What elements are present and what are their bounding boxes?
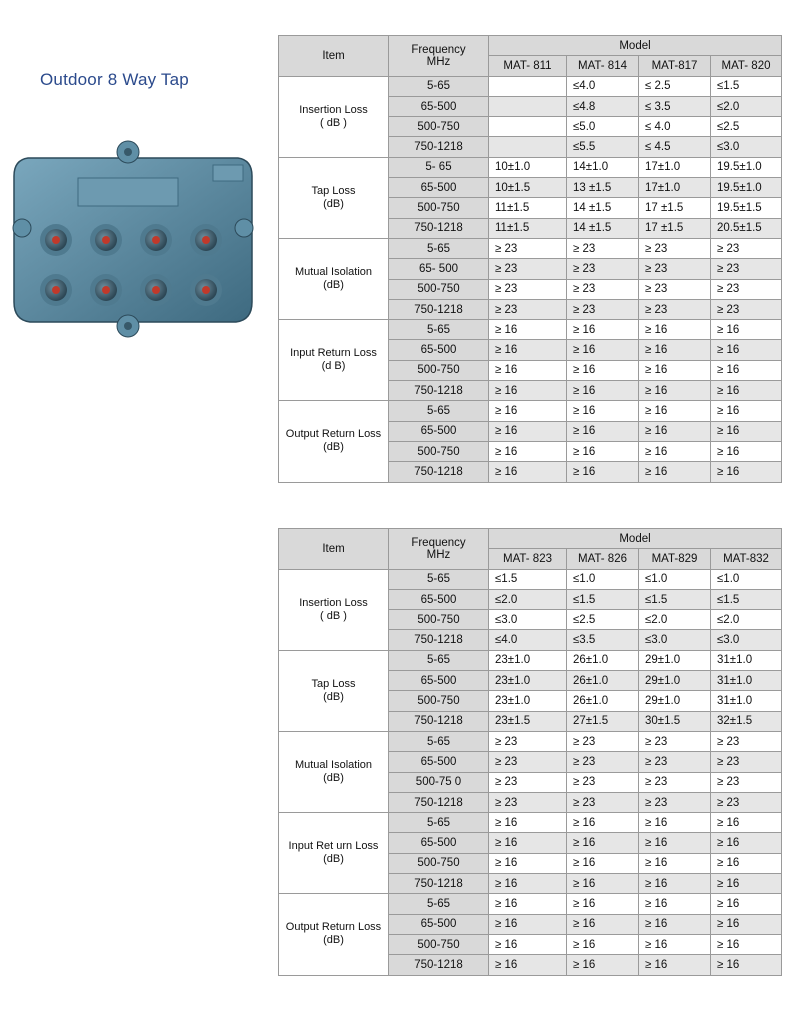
group-unit: (dB) [323,772,344,785]
value-cell: ≥ 16 [711,833,782,853]
value-cell: ≥ 16 [711,894,782,914]
header-item: Item [279,529,389,570]
table-row [279,320,782,340]
value-cell: 26±1.0 [567,691,639,711]
frequency-cell: 750-1218 [389,462,489,482]
frequency-cell: 500-750 [389,853,489,873]
spec-table-1 [278,35,782,483]
group-label [279,813,389,894]
frequency-cell: 65-500 [389,421,489,441]
value-cell: ≥ 16 [711,360,782,380]
value-cell: 13 ±1.5 [567,178,639,198]
group-name: Tap Loss [311,677,356,690]
value-cell: ≥ 16 [489,934,567,954]
group-unit: ( dB ) [320,609,347,622]
table-row [279,569,782,589]
value-cell: ≥ 16 [639,934,711,954]
value-cell: 26±1.0 [567,650,639,670]
frequency-cell: 5-65 [389,731,489,751]
value-cell: 29±1.0 [639,671,711,691]
value-cell: ≥ 23 [567,752,639,772]
value-cell: ≤ 4.0 [639,117,711,137]
value-cell: ≥ 16 [567,320,639,340]
frequency-cell: 750-1218 [389,137,489,157]
value-cell: ≥ 16 [711,853,782,873]
value-cell: ≥ 23 [711,299,782,319]
value-cell: ≥ 16 [567,360,639,380]
value-cell: ≤2.5 [711,117,782,137]
table-row [279,813,782,833]
value-cell: ≤1.0 [639,569,711,589]
value-cell: 23±1.0 [489,671,567,691]
value-cell: ≥ 16 [489,441,567,461]
frequency-cell: 500-750 [389,360,489,380]
value-cell: ≥ 23 [711,238,782,258]
value-cell: ≥ 16 [639,874,711,894]
value-cell: 26±1.0 [567,671,639,691]
frequency-cell: 65-500 [389,752,489,772]
frequency-cell: 500-750 [389,934,489,954]
group-unit: (d B) [321,360,346,373]
model-name: MAT-832 [711,549,782,569]
value-cell: ≤1.5 [567,589,639,609]
group-unit: (dB) [323,853,344,866]
header-frequency [389,529,489,570]
group-name: Output Return Loss [285,428,382,441]
value-cell: ≥ 16 [711,955,782,975]
value-cell: ≥ 16 [567,853,639,873]
group-label [279,569,389,650]
value-cell: ≤1.5 [489,569,567,589]
table-row [279,401,782,421]
frequency-cell: 750-1218 [389,955,489,975]
model-name: MAT- 826 [567,549,639,569]
value-cell: ≥ 16 [567,421,639,441]
frequency-cell: 5-65 [389,650,489,670]
frequency-cell: 65-500 [389,96,489,116]
value-cell: ≥ 23 [639,752,711,772]
frequency-cell: 5- 65 [389,157,489,177]
frequency-cell: 65-500 [389,914,489,934]
value-cell: ≥ 16 [489,813,567,833]
value-cell: ≥ 23 [567,772,639,792]
value-cell: 10±1.5 [489,178,567,198]
value-cell: ≥ 23 [489,772,567,792]
value-cell: ≥ 23 [711,259,782,279]
value-cell: ≤3.0 [711,137,782,157]
frequency-cell: 500-750 [389,279,489,299]
value-cell: 10±1.0 [489,157,567,177]
value-cell: ≥ 16 [567,340,639,360]
group-name: Insertion Loss [299,596,368,609]
value-cell: ≤3.5 [567,630,639,650]
value-cell: ≥ 16 [489,853,567,873]
frequency-cell: 750-1218 [389,299,489,319]
value-cell: 31±1.0 [711,650,782,670]
value-cell: ≥ 23 [567,259,639,279]
frequency-cell: 5-65 [389,894,489,914]
value-cell: ≥ 16 [711,462,782,482]
group-unit: (dB) [323,934,344,947]
value-cell: ≤1.0 [567,569,639,589]
value-cell: ≥ 16 [489,421,567,441]
table-row [279,238,782,258]
value-cell: 14±1.0 [567,157,639,177]
value-cell: 17±1.0 [639,157,711,177]
value-cell: ≥ 16 [567,813,639,833]
frequency-cell: 5-65 [389,569,489,589]
value-cell: ≤2.0 [711,610,782,630]
value-cell: ≥ 16 [489,401,567,421]
value-cell: ≥ 23 [711,772,782,792]
frequency-cell: 500-750 [389,610,489,630]
value-cell: ≤ 2.5 [639,76,711,96]
value-cell: ≥ 16 [711,914,782,934]
value-cell: ≥ 16 [489,833,567,853]
value-cell: ≥ 23 [711,731,782,751]
value-cell [489,137,567,157]
group-label [279,650,389,731]
frequency-cell: 500-750 [389,198,489,218]
value-cell: 17 ±1.5 [639,198,711,218]
frequency-cell: 750-1218 [389,630,489,650]
group-label [279,157,389,238]
value-cell: ≥ 23 [639,772,711,792]
value-cell: ≥ 16 [567,401,639,421]
value-cell: 19.5±1.0 [711,178,782,198]
header-frequency [389,36,489,77]
value-cell: ≥ 16 [489,914,567,934]
value-cell: ≥ 23 [567,299,639,319]
frequency-cell: 5-65 [389,401,489,421]
value-cell: ≥ 16 [489,955,567,975]
value-cell: ≥ 16 [567,874,639,894]
value-cell: ≤ 4.5 [639,137,711,157]
value-cell: 19.5±1.5 [711,198,782,218]
table-row [279,894,782,914]
value-cell: ≥ 23 [489,752,567,772]
value-cell: ≥ 16 [567,833,639,853]
value-cell: 32±1.5 [711,711,782,731]
value-cell: ≥ 23 [567,279,639,299]
value-cell: ≤4.0 [489,630,567,650]
value-cell: ≥ 16 [489,320,567,340]
value-cell: ≥ 16 [711,441,782,461]
value-cell: ≥ 16 [639,340,711,360]
value-cell: ≤3.0 [711,630,782,650]
header-model: Model [489,529,782,549]
value-cell: ≤1.0 [711,569,782,589]
value-cell: ≥ 23 [489,299,567,319]
value-cell: ≥ 23 [639,279,711,299]
value-cell: ≥ 16 [711,874,782,894]
value-cell: ≥ 23 [711,792,782,812]
frequency-cell: 5-65 [389,320,489,340]
group-label [279,238,389,319]
value-cell: ≥ 23 [567,792,639,812]
value-cell: ≥ 23 [639,731,711,751]
value-cell: ≥ 23 [639,792,711,812]
value-cell: 17±1.0 [639,178,711,198]
frequency-cell: 500-75 0 [389,772,489,792]
group-label [279,76,389,157]
value-cell: ≥ 23 [489,792,567,812]
value-cell: ≥ 16 [711,813,782,833]
value-cell: ≥ 23 [639,299,711,319]
table-row [279,157,782,177]
value-cell: ≥ 23 [489,731,567,751]
value-cell: ≥ 23 [711,752,782,772]
table-row [279,650,782,670]
model-name: MAT- 811 [489,56,567,76]
value-cell: ≥ 16 [639,955,711,975]
group-name: Mutual Isolation [294,266,373,279]
table-row [279,731,782,751]
value-cell: ≥ 23 [711,279,782,299]
table-row [279,76,782,96]
value-cell: ≥ 16 [567,894,639,914]
group-name: Tap Loss [311,184,356,197]
value-cell: ≥ 16 [639,441,711,461]
frequency-cell: 500-750 [389,691,489,711]
value-cell: ≥ 16 [639,853,711,873]
value-cell: ≥ 16 [711,401,782,421]
header-frequency-label: Frequency [411,43,466,56]
value-cell: ≥ 16 [489,462,567,482]
value-cell: ≥ 23 [639,238,711,258]
value-cell: ≤5.5 [567,137,639,157]
value-cell: ≥ 16 [567,441,639,461]
value-cell: ≥ 16 [567,462,639,482]
value-cell: ≤1.5 [639,589,711,609]
frequency-cell: 65-500 [389,589,489,609]
value-cell: ≥ 16 [489,340,567,360]
frequency-cell: 500-750 [389,117,489,137]
value-cell: 14 ±1.5 [567,218,639,238]
frequency-cell: 750-1218 [389,711,489,731]
value-cell: ≥ 16 [567,955,639,975]
frequency-cell: 65- 500 [389,259,489,279]
value-cell: ≥ 23 [489,259,567,279]
value-cell: 23±1.0 [489,650,567,670]
frequency-cell: 65-500 [389,833,489,853]
group-name: Input Ret urn Loss [288,840,379,853]
value-cell: 11±1.5 [489,198,567,218]
value-cell: ≤5.0 [567,117,639,137]
value-cell: ≥ 16 [711,934,782,954]
value-cell: 14 ±1.5 [567,198,639,218]
value-cell: ≥ 16 [711,340,782,360]
group-label [279,401,389,482]
frequency-cell: 65-500 [389,340,489,360]
value-cell: ≥ 23 [567,238,639,258]
value-cell: ≥ 16 [639,320,711,340]
header-mhz-label: MHz [426,548,451,561]
value-cell: ≥ 16 [639,833,711,853]
value-cell: ≤3.0 [489,610,567,630]
value-cell: ≥ 16 [567,934,639,954]
value-cell: ≥ 16 [639,914,711,934]
value-cell: 31±1.0 [711,671,782,691]
value-cell: 31±1.0 [711,691,782,711]
group-name: Insertion Loss [299,103,368,116]
frequency-cell: 750-1218 [389,874,489,894]
frequency-cell: 500-750 [389,441,489,461]
value-cell: ≤2.0 [711,96,782,116]
model-name: MAT- 820 [711,56,782,76]
value-cell: 30±1.5 [639,711,711,731]
group-unit: (dB) [323,690,344,703]
product-photo [8,130,258,340]
value-cell: ≤4.0 [567,76,639,96]
value-cell: ≥ 16 [489,874,567,894]
value-cell [489,96,567,116]
value-cell: ≤4.8 [567,96,639,116]
value-cell: ≥ 23 [489,238,567,258]
value-cell: ≥ 16 [711,381,782,401]
value-cell: 23±1.0 [489,691,567,711]
frequency-cell: 750-1218 [389,792,489,812]
value-cell: ≥ 16 [639,381,711,401]
group-unit: ( dB ) [320,116,347,129]
frequency-cell: 5-65 [389,76,489,96]
value-cell: ≥ 16 [489,381,567,401]
frequency-cell: 5-65 [389,813,489,833]
page-title: Outdoor 8 Way Tap [40,70,189,89]
value-cell: ≥ 16 [639,813,711,833]
value-cell: ≤3.0 [639,630,711,650]
value-cell: ≤2.0 [639,610,711,630]
value-cell: 23±1.5 [489,711,567,731]
frequency-cell: 750-1218 [389,381,489,401]
value-cell: ≤2.0 [489,589,567,609]
value-cell: 17 ±1.5 [639,218,711,238]
value-cell: ≥ 16 [489,894,567,914]
model-name: MAT- 823 [489,549,567,569]
value-cell: ≥ 16 [567,914,639,934]
value-cell: 20.5±1.5 [711,218,782,238]
value-cell: 29±1.0 [639,691,711,711]
value-cell [489,76,567,96]
group-label [279,731,389,812]
value-cell: ≥ 16 [489,360,567,380]
frequency-cell: 65-500 [389,671,489,691]
group-unit: (dB) [323,197,344,210]
group-label [279,894,389,975]
frequency-cell: 5-65 [389,238,489,258]
model-name: MAT- 814 [567,56,639,76]
value-cell [489,117,567,137]
group-unit: (dB) [323,441,344,454]
value-cell: ≥ 23 [567,731,639,751]
value-cell: ≥ 16 [639,421,711,441]
value-cell: 27±1.5 [567,711,639,731]
value-cell: ≥ 16 [639,401,711,421]
value-cell: ≥ 16 [639,894,711,914]
value-cell: ≥ 16 [711,320,782,340]
value-cell: ≤2.5 [567,610,639,630]
header-mhz-label: MHz [426,55,451,68]
value-cell: ≤1.5 [711,76,782,96]
group-label [279,320,389,401]
value-cell: 29±1.0 [639,650,711,670]
group-name: Mutual Isolation [294,759,373,772]
frequency-cell: 750-1218 [389,218,489,238]
header-frequency-label: Frequency [411,536,466,549]
value-cell: ≥ 23 [639,259,711,279]
header-item: Item [279,36,389,77]
frequency-cell: 65-500 [389,178,489,198]
spec-table-2 [278,528,782,976]
value-cell: 11±1.5 [489,218,567,238]
model-name: MAT-817 [639,56,711,76]
value-cell: ≤1.5 [711,589,782,609]
value-cell: ≥ 23 [489,279,567,299]
value-cell: 19.5±1.0 [711,157,782,177]
value-cell: ≥ 16 [567,381,639,401]
value-cell: ≥ 16 [639,462,711,482]
header-model: Model [489,36,782,56]
group-unit: (dB) [323,279,344,292]
value-cell: ≤ 3.5 [639,96,711,116]
value-cell: ≥ 16 [711,421,782,441]
model-name: MAT-829 [639,549,711,569]
group-name: Output Return Loss [285,921,382,934]
group-name: Input Return Loss [290,347,377,360]
value-cell: ≥ 16 [639,360,711,380]
